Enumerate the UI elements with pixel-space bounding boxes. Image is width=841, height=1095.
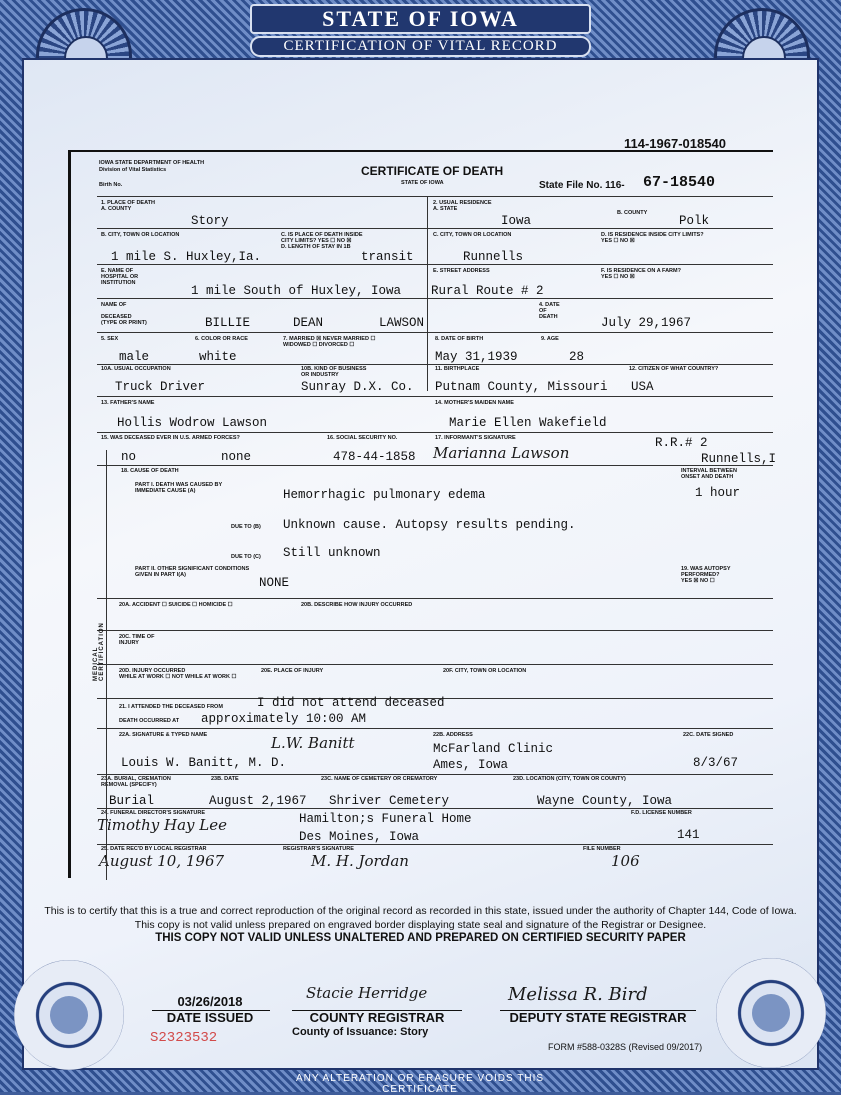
- informant-address-1: R.R.# 2: [655, 436, 708, 450]
- funeral-home-1: Hamilton;s Funeral Home: [299, 812, 472, 826]
- funeral-home-2: Des Moines, Iowa: [299, 830, 420, 844]
- banner-subtitle: CERTIFICATION OF VITAL RECORD: [250, 36, 591, 57]
- cemetery: Shriver Cemetery: [329, 794, 450, 808]
- sex: male: [119, 350, 150, 364]
- residence-county: Polk: [679, 214, 710, 228]
- age: 28: [569, 350, 585, 364]
- armed-forces-detail: none: [221, 450, 252, 464]
- death-occurred-time: approximately 10:00 AM: [201, 712, 367, 726]
- certification-statement: [30, 905, 811, 946]
- date-received: August 10, 1967: [99, 852, 225, 870]
- file-number: 106: [611, 852, 640, 870]
- cert-line-3: THIS COPY NOT VALID UNLESS UNALTERED AND PREPARED ON CERTIFIED SECURITY PAPER: [155, 932, 686, 944]
- iowa-map-seal-icon: [716, 958, 826, 1068]
- birth-no-label: Birth No.: [99, 182, 123, 188]
- burial-date: August 2,1967: [209, 794, 307, 808]
- banner-state: STATE OF IOWA: [250, 4, 591, 34]
- date-signed: 8/3/67: [693, 756, 739, 770]
- serial-number: S2323532: [150, 1030, 218, 1046]
- physician-address-2: Ames, Iowa: [433, 758, 509, 772]
- medical-certification-band: MEDICAL CERTIFICATION: [92, 450, 107, 880]
- physician-signature: L.W. Banitt: [271, 734, 355, 752]
- mother-name: Marie Ellen Wakefield: [449, 416, 607, 430]
- physician-address-1: McFarland Clinic: [433, 742, 554, 756]
- license-number: 141: [677, 828, 700, 842]
- residence-street: Rural Route # 2: [431, 284, 544, 298]
- residence-state: Iowa: [501, 214, 532, 228]
- cause-c: Still unknown: [283, 546, 381, 560]
- informant-address-2: Runnells,I: [701, 452, 777, 466]
- father-name: Hollis Wodrow Lawson: [117, 416, 268, 430]
- county-registrar-signature: Stacie Herridge: [306, 984, 428, 1002]
- city-of-death: 1 mile S. Huxley,Ia.: [111, 250, 262, 264]
- date-of-birth: May 31,1939: [435, 350, 518, 364]
- physician-name: Louis W. Banitt, M. D.: [121, 756, 287, 770]
- citizen: USA: [631, 380, 654, 394]
- hospital: 1 mile South of Huxley, Iowa: [191, 284, 402, 298]
- record-number: 114-1967-018540: [624, 136, 726, 151]
- cert-line-2: This copy is not valid unless prepared on engraved border displaying state seal and signature of the Registrar or Designee.: [134, 918, 707, 931]
- state-seal-icon: [14, 960, 124, 1070]
- form-number: FORM #588-0328S (Revised 09/2017): [548, 1042, 703, 1052]
- occupation: Truck Driver: [115, 380, 206, 394]
- deputy-registrar-label: DEPUTY STATE REGISTRAR: [509, 1010, 687, 1025]
- burial-location: Wayne County, Iowa: [537, 794, 673, 808]
- certificate-title: CERTIFICATE OF DEATH: [361, 164, 504, 178]
- state-file-label: State File No. 116-: [539, 180, 625, 191]
- cause-a: Hemorrhagic pulmonary edema: [283, 488, 486, 502]
- attendance-statement: I did not attend deceased: [257, 696, 445, 710]
- ssn: 478-44-1858: [333, 450, 416, 464]
- deceased-middle: DEAN: [293, 316, 324, 330]
- residence-city: Runnells: [463, 250, 524, 264]
- county-registrar-label: COUNTY REGISTRAR: [309, 1010, 445, 1025]
- division: Division of Vital Statistics: [99, 167, 167, 173]
- funeral-director-signature: Timothy Hay Lee: [97, 816, 227, 834]
- cert-line-1: This is to certify that this is a true and correct reproduction of the original record as recorded in this state, issued under the authority of Chapter 144, Code of Iowa.: [44, 905, 797, 917]
- county-of-issuance: County of Issuance: Story: [292, 1026, 429, 1038]
- cause-b: Unknown cause. Autopsy results pending.: [283, 518, 576, 532]
- birthplace: Putnam County, Missouri: [435, 380, 608, 394]
- deceased-first: BILLIE: [205, 316, 251, 330]
- date-issued: 03/26/2018: [177, 994, 243, 1009]
- race: white: [199, 350, 237, 364]
- armed-forces: no: [121, 450, 137, 464]
- banner: [250, 4, 591, 57]
- date-of-death: July 29,1967: [601, 316, 692, 330]
- length-of-stay: transit: [361, 250, 414, 264]
- deputy-registrar-signature: Melissa R. Bird: [508, 984, 648, 1005]
- county-of-death: Story: [191, 214, 229, 228]
- agency: IOWA STATE DEPARTMENT OF HEALTH: [99, 160, 205, 166]
- burial: Burial: [109, 794, 155, 808]
- border-warning: ANY ALTERATION OR ERASURE VOIDS THIS CERTIFICATE: [295, 1073, 545, 1095]
- state-label: STATE OF IOWA: [401, 180, 444, 186]
- state-file-number: 67-18540: [643, 174, 716, 191]
- death-certificate-form: IOWA STATE DEPARTMENT OF HEALTH Division of Vital Statistics Birth No. CERTIFICATE OF DEATH STATE OF IOWA State File No. 116- 67-18540 1. PLACE OF DEATH A. COUNTY Story 2. USUAL RESIDENCE A. STATE Iowa B. COUNTY Polk B. CITY, TOWN OR LOCATION 1 mile S. Huxley,Ia. C. IS PLACE OF DEATH INSIDE CITY LIMITS? YES ☐ NO ☒ D. LENGTH OF STAY IN 1B transit C. CITY, TOWN OR LOCATION Runnells D. IS RESIDENCE INSIDE CITY LIMITS? YES ☐ NO ☒ E. NAME OF HOSPITAL OR INSTITUTION 1 mile South of Huxley, Iowa E. STREET ADDRESS Rural Route # 2 F. IS RESIDENCE ON A FARM? YES ☐ NO ☒ NAME OF DECEASED (TYPE OR PRINT) BILLIE DEAN LAWSON 4. DATE OF DEATH July 29,1967 5. SEX male 6. COLOR OR RACE white 7. MARRIED ☒ NEVER MARRIED ☐ WIDOWED ☐ DIVORCED ☐ 8. DATE OF BIRTH May 31,1939 9. AGE 28 10A. USUAL OCCUPATION Truck Driver 10B. KIND OF BUSINESS OR INDUSTRY Sunray D.X. Co. 11. BIRTHPLACE Putnam County, Missouri 12. CITIZEN OF WHAT COUNTRY? USA 13. FATHER'S NAME Hollis Wodrow Lawson 14. MOTHER'S MAIDEN NAME Marie Ellen Wakefield 15. WAS DECEASED EVER IN U.S. ARMED FORCES? no none 16. SOCIAL SECURITY NO. 478-44-1858 17. INFORMANT'S SIGNATURE Marianna Lawson R.R.# 2 Runnells,I 18. CAUSE OF DEATH PART I. DEATH WAS CAUSED BY IMMEDIATE CAUSE (A) Hemorrhagic pulmonary edema INTERVAL BETWEEN ONSET AND DEATH 1 hour DUE TO (B) Unknown cause. Autopsy results pending. DUE TO (C) Still unknown PART II. OTHER SIGNIFICANT CONDITIONS GIVEN IN PART I(A) NONE 19. WAS AUTOPSY PERFORMED? YES ☒ NO ☐ 20A. ACCIDENT ☐ SUICIDE ☐ HOMICIDE ☐ 20B. DESCRIBE HOW INJURY OCCURRED 20C. TIME OF INJURY 20D. INJURY OCCURRED WHILE AT WORK ☐ NOT WHILE AT WORK ☐ 20E. PLACE OF INJURY 20F. CITY, TOWN OR LOCATION 21. I ATTENDED THE DECEASED FROM I did not attend deceased DEATH OCCURRED AT approximately 10:00 AM 22A. SIGNATURE & TYPED NAME L.W. Banitt Louis W. Banitt, M. D. 22B. ADDRESS McFarland Clinic Ames, Iowa 22C. DATE SIGNED 8/3/67 23A. BURIAL, CREMATION REMOVAL (SPECIFY) Burial 23B. DATE August 2,1967 23C. NAME OF CEMETERY OR CREMATORY Shriver Cemetery 23D. LOCATION (CITY, TOWN OR COUNTY) Wayne County, Iowa 24. FUNERAL DIRECTOR'S SIGNATURE Timothy Hay Lee Hamilton;s Funeral Home Des Moines, Iowa F.D. LICENSE NUMBER 141 25. DATE REC'D BY LOCAL REGISTRAR August 10, 1967 REGISTRAR'S SIGNATURE M. H. Jordan FILE NUMBER 106: [68, 150, 773, 878]
- registrar-signature: M. H. Jordan: [311, 852, 409, 870]
- informant-signature: Marianna Lawson: [433, 444, 570, 462]
- deceased-last: LAWSON: [379, 316, 425, 330]
- business: Sunray D.X. Co.: [301, 380, 414, 394]
- date-issued-label: DATE ISSUED: [166, 1010, 254, 1025]
- interval: 1 hour: [695, 486, 741, 500]
- other-conditions: NONE: [259, 576, 290, 590]
